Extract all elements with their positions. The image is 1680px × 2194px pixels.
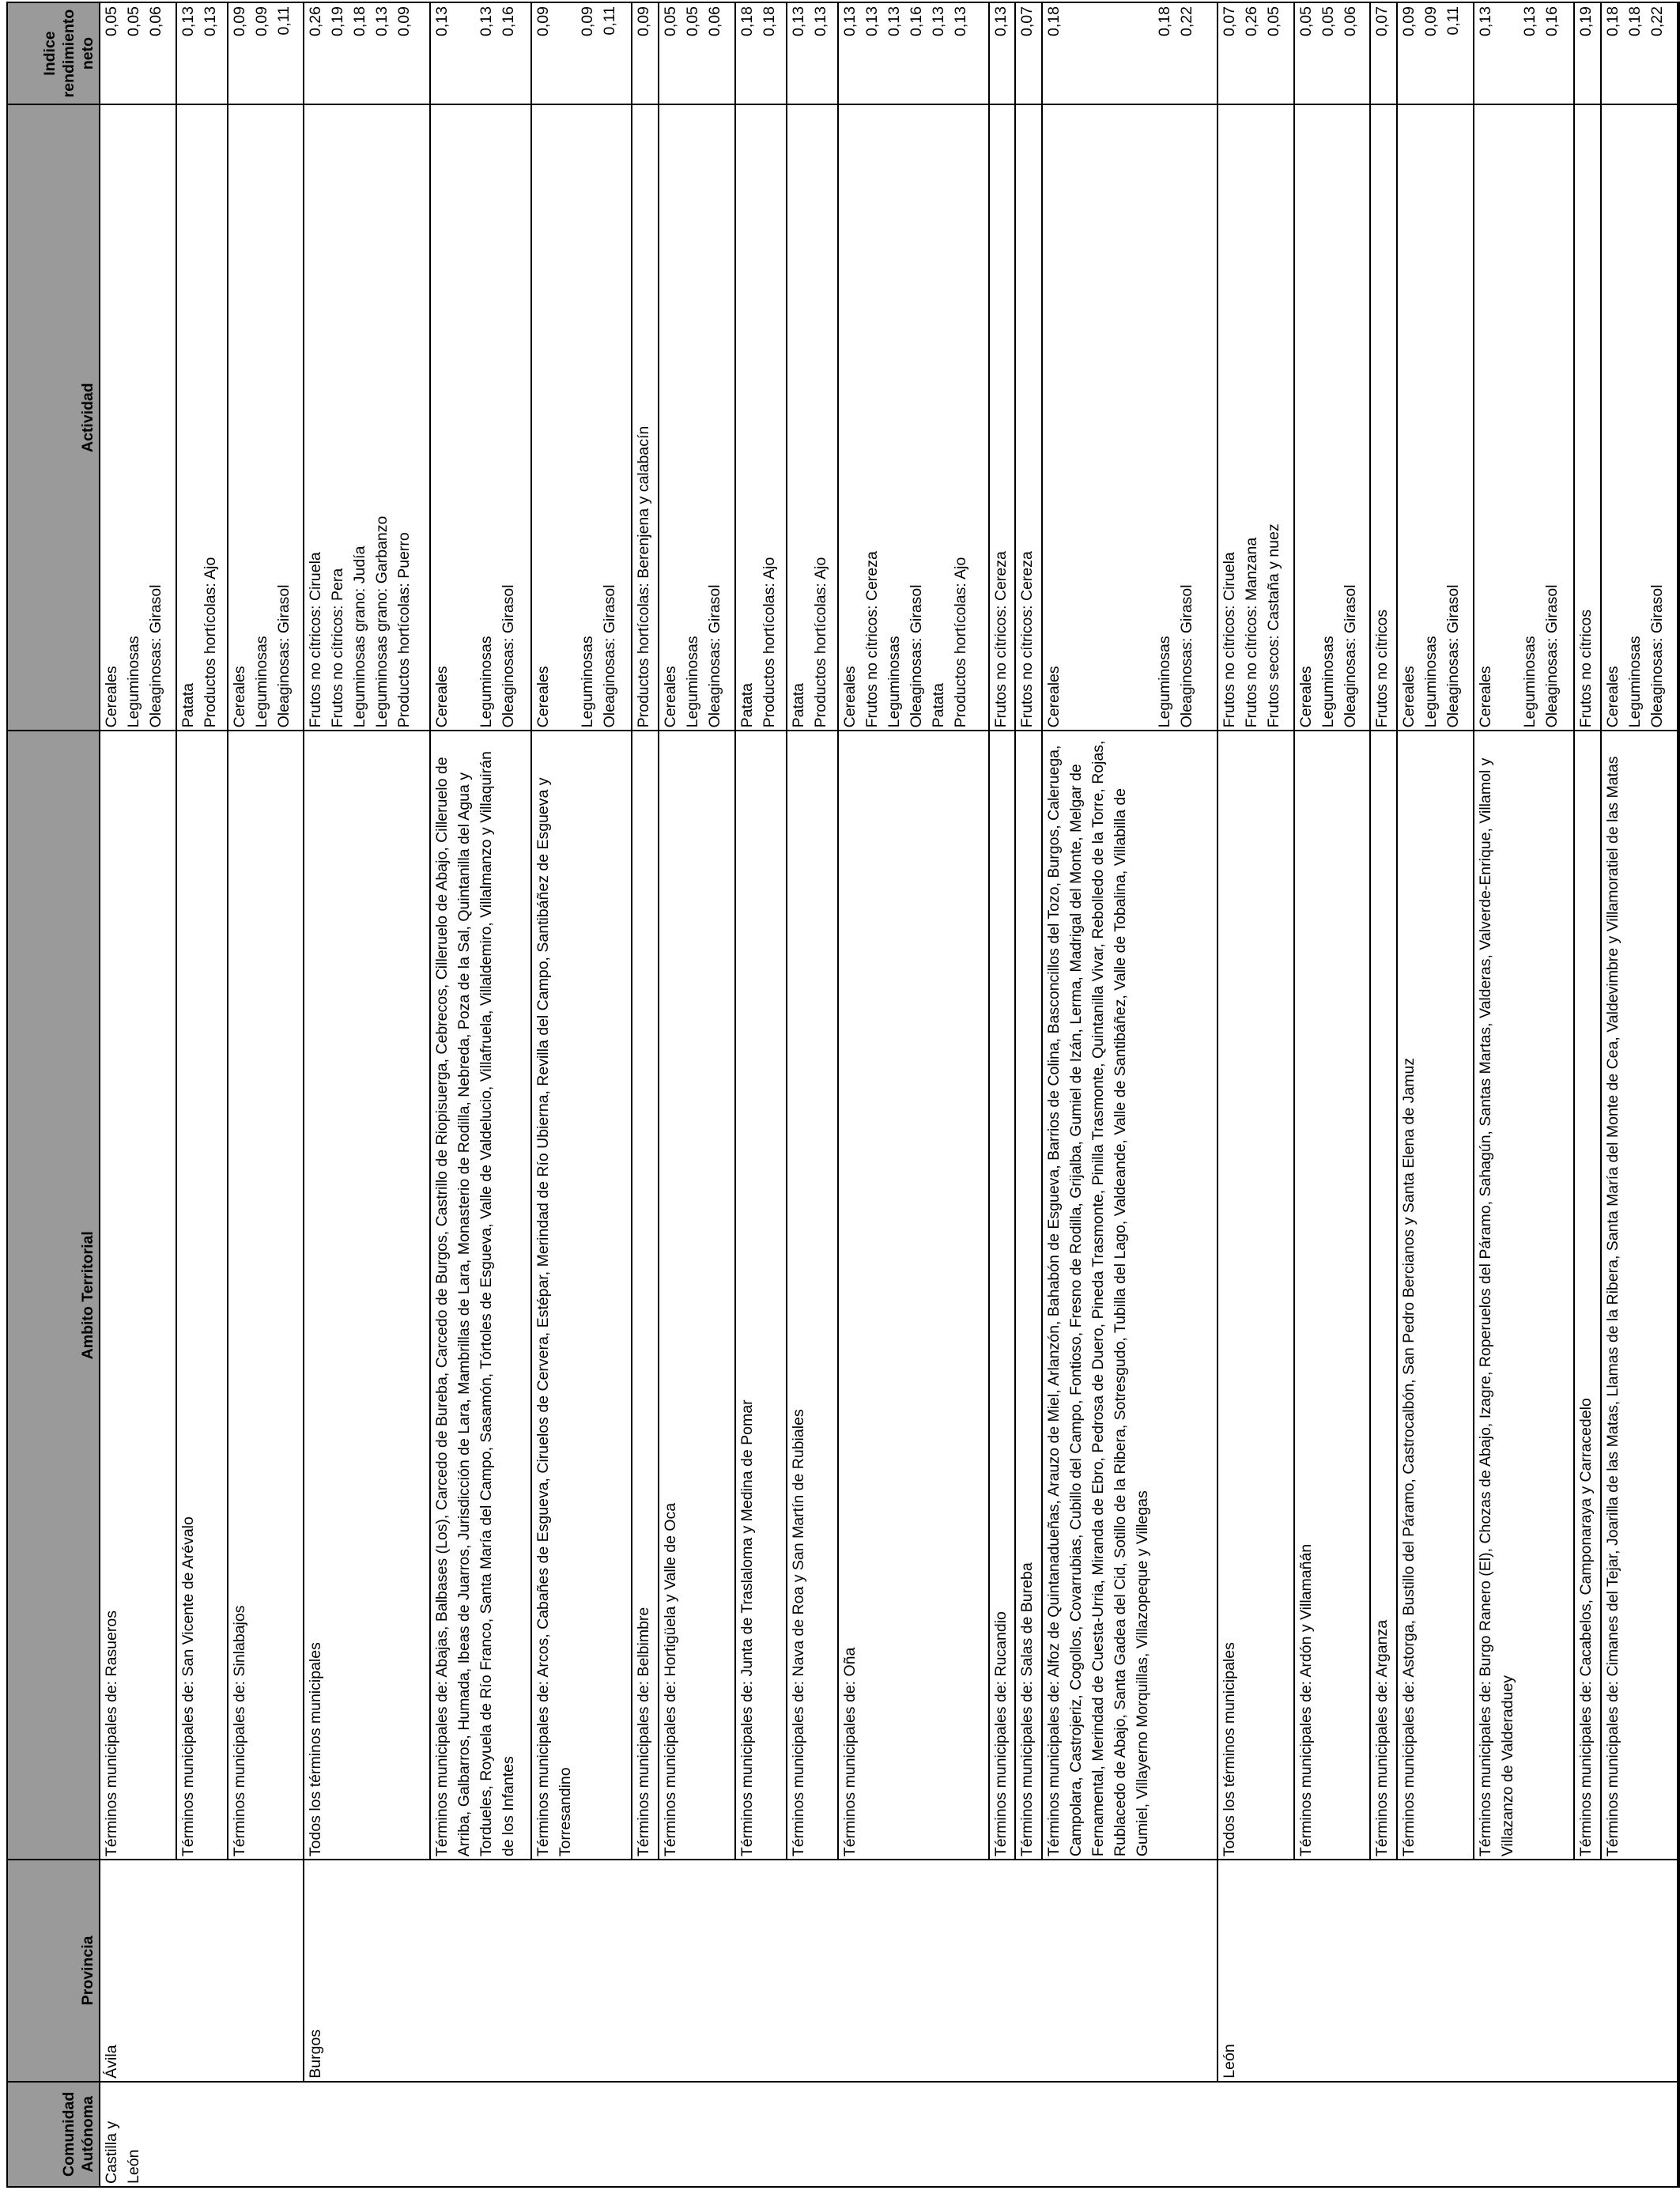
provincia-label: Ávila [103, 2045, 120, 2079]
indice-value: 0,09 [635, 6, 653, 36]
cell-indice [1397, 2, 1474, 104]
reference-table [6, 2, 1680, 2188]
indice-value: 0,11 [1444, 6, 1462, 36]
indice-value: 0,22 [1648, 6, 1667, 36]
cell-provincia [989, 1860, 1016, 2082]
table-row [735, 2, 787, 2187]
actividad-item: Leguminosas [684, 636, 702, 728]
table-row [228, 2, 304, 2187]
actividad-item: Cereales [1399, 666, 1418, 728]
indice-value: 0,26 [307, 6, 325, 36]
cell-comunidad [531, 2082, 632, 2187]
actividad-item: Patata [929, 683, 947, 728]
actividad-item: Frutos no cítricos [1373, 609, 1391, 728]
actividad-item: Frutos secos: Castaña y nuez [1265, 523, 1283, 728]
actividad-item: Oleaginosas: Girasol [907, 584, 925, 728]
cell-indice [989, 2, 1016, 104]
indice-value: 0,06 [706, 6, 724, 36]
actividad-item [453, 108, 475, 727]
table-row [659, 2, 735, 2187]
actividad-item: Leguminosas grano: Garbanzo [373, 515, 391, 728]
cell-ambito: Términos municipales de: Rucandio [989, 731, 1016, 1860]
cell-ambito: Términos municipales de: Burgo Ranero (El), Chozas de Abajo, Izagre, Roperuelos del Páramo, Sahagún, Santas Martas, Valderas, Valverde-Enrique, Villamol y Villazanzo de Valderaduey [1474, 731, 1575, 1860]
provincia-label: Burgos [307, 2029, 325, 2079]
actividad-item: Frutos no cítricos: Cereza [1018, 551, 1036, 728]
cell-provincia [1294, 1860, 1371, 2082]
cell-actividad [1601, 104, 1678, 731]
actividad-item: Cereales [1297, 666, 1315, 728]
actividad-item: Frutos no cítricos: Cereza [991, 551, 1010, 728]
cell-comunidad [838, 2082, 989, 2187]
actividad-item [554, 108, 576, 727]
header-actividad: Actividad [7, 104, 100, 731]
cell-comunidad [430, 2082, 531, 2187]
actividad-item: Oleaginosas: Girasol [1648, 584, 1667, 728]
actividad-item: Oleaginosas: Girasol [1444, 584, 1462, 728]
filler-cell [1678, 2082, 1679, 2187]
indice-value: 0,18 [1626, 6, 1644, 36]
table-row [304, 2, 429, 2187]
actividad-item: Oleaginosas: Girasol [499, 584, 517, 728]
header-provincia: Provincia [7, 1860, 100, 2082]
cell-ambito: Términos municipales de: Cimanes del Tejar, Joarilla de las Matas, Llamas de la Ribera, Santa María del Monte de Cea, Valdevimbre y Villamoratiel de las Matas [1601, 731, 1678, 1860]
cell-actividad [787, 104, 838, 731]
indice-value [453, 6, 475, 101]
actividad-item [1497, 108, 1519, 727]
cell-indice [228, 2, 304, 104]
cell-actividad [531, 104, 632, 731]
indice-value: 0,13 [432, 6, 451, 36]
cell-ambito: Términos municipales de: Astorga, Bustillo del Páramo, Castrocalbón, San Pedro Bercianos y Santa Elena de Jamuz [1397, 731, 1474, 1860]
indice-value: 0,26 [1243, 6, 1261, 36]
indice-value [1087, 6, 1109, 101]
cell-comunidad [1370, 2082, 1397, 2187]
actividad-item: Leguminosas grano: Judía [351, 546, 369, 728]
actividad-item: Oleaginosas: Girasol [1178, 584, 1195, 728]
actividad-item: Cereales [1476, 666, 1494, 728]
header-indice: Indice rendimiento neto [7, 2, 100, 104]
cell-comunidad [228, 2082, 304, 2187]
indice-value: 0,06 [147, 6, 164, 36]
actividad-item: Leguminosas [885, 636, 903, 728]
actividad-item: Cereales [662, 666, 680, 728]
table-row [1218, 2, 1294, 2187]
actividad-item: Productos hortícolas: Ajo [201, 557, 219, 728]
filler-cell [1678, 2, 1679, 104]
indice-value: 0,05 [684, 6, 702, 36]
actividad-item: Leguminosas [1319, 636, 1337, 728]
indice-value: 0,09 [230, 6, 248, 36]
table-row [1397, 2, 1474, 2187]
filler-cell [1678, 731, 1679, 1860]
cell-actividad [1015, 104, 1042, 731]
actividad-item: Oleaginosas: Girasol [274, 584, 293, 728]
cell-provincia [1370, 1860, 1397, 2082]
indice-value: 0,22 [1178, 6, 1195, 36]
indice-value: 0,07 [1018, 6, 1036, 36]
cell-indice [1370, 2, 1397, 104]
table-row [1294, 2, 1371, 2187]
cell-indice [632, 2, 659, 104]
cell-actividad [1474, 104, 1575, 731]
indice-value: 0,05 [662, 6, 680, 36]
cell-provincia [430, 1860, 531, 2082]
actividad-item: Cereales [1604, 666, 1622, 728]
indice-value: 0,13 [201, 6, 219, 36]
cell-actividad [176, 104, 228, 731]
cell-indice [1015, 2, 1042, 104]
cell-actividad [1294, 104, 1371, 731]
cell-provincia [1601, 1860, 1678, 2082]
cell-provincia [304, 1860, 429, 2082]
actividad-item [1087, 108, 1109, 727]
actividad-item: Cereales [840, 666, 859, 728]
filler-row [1678, 2, 1679, 2187]
actividad-item: Productos hortícolas: Puerro [395, 532, 413, 728]
cell-ambito: Términos municipales de: San Vicente de Arévalo [176, 731, 228, 1860]
cell-indice [838, 2, 989, 104]
cell-provincia [1015, 1860, 1042, 2082]
cell-provincia [838, 1860, 989, 2082]
indice-value: 0,13 [1476, 6, 1494, 36]
indice-value: 0,13 [811, 6, 829, 36]
cell-comunidad [304, 2082, 429, 2187]
cell-ambito: Términos municipales de: Cacabelos, Camponaraya y Carracedelo [1574, 731, 1601, 1860]
header-comunidad: Comunidad Autónoma [7, 2082, 100, 2187]
table-row [100, 2, 176, 2187]
cell-comunidad [735, 2082, 787, 2187]
cell-indice [176, 2, 228, 104]
actividad-item: Oleaginosas: Girasol [706, 584, 724, 728]
indice-value: 0,09 [534, 6, 552, 36]
cell-indice [1474, 2, 1575, 104]
indice-value: 0,19 [1577, 6, 1595, 36]
indice-value: 0,11 [274, 6, 293, 36]
cell-ambito: Todos los términos municipales [1218, 731, 1294, 1860]
indice-value: 0,09 [578, 6, 596, 36]
table-row [989, 2, 1016, 2187]
cell-indice [1294, 2, 1371, 104]
cell-provincia [100, 1860, 176, 2082]
actividad-item: Productos hortícolas: Ajo [951, 557, 969, 728]
indice-value: 0,06 [1341, 6, 1359, 36]
cell-actividad [735, 104, 787, 731]
cell-comunidad [632, 2082, 659, 2187]
cell-provincia [659, 1860, 735, 2082]
indice-value [1497, 6, 1519, 101]
filler-cell [1678, 1860, 1679, 2082]
cell-actividad [632, 104, 659, 731]
actividad-item: Frutos no cítricos [1577, 609, 1595, 728]
table-row [1370, 2, 1397, 2187]
indice-value: 0,13 [1520, 6, 1538, 36]
cell-ambito: Términos municipales de: Nava de Roa y San Martín de Rubiales [787, 731, 838, 1860]
indice-value: 0,05 [1265, 6, 1283, 36]
indice-value: 0,09 [252, 6, 270, 36]
indice-value: 0,18 [351, 6, 369, 36]
cell-ambito: Términos municipales de: Rasueros [100, 731, 176, 1860]
cell-comunidad [1574, 2082, 1601, 2187]
cell-comunidad [787, 2082, 838, 2187]
actividad-item [1065, 108, 1087, 727]
indice-value [554, 6, 576, 101]
header-ambito: Ambito Territorial [7, 731, 100, 1860]
cell-indice [1218, 2, 1294, 104]
cell-ambito: Términos municipales de: Sinlabajos [228, 731, 304, 1860]
actividad-item [1109, 108, 1131, 727]
actividad-item: Cereales [1045, 666, 1063, 728]
actividad-item: Leguminosas [125, 636, 142, 728]
cell-provincia [176, 1860, 228, 2082]
cell-actividad [228, 104, 304, 731]
cell-provincia [1397, 1860, 1474, 2082]
actividad-item: Cereales [103, 666, 120, 728]
indice-value: 0,13 [373, 6, 391, 36]
table-row [1601, 2, 1678, 2187]
indice-value: 0,13 [885, 6, 903, 36]
cell-provincia [1218, 1860, 1294, 2082]
cell-comunidad [176, 2082, 228, 2187]
table-row [1574, 2, 1601, 2187]
actividad-item: Leguminosas [1626, 636, 1644, 728]
indice-value: 0,07 [1373, 6, 1391, 36]
cell-ambito: Términos municipales de: Alfoz de Quintanadueñas, Arauzo de Miel, Arlanzón, Bahabón de Esgueva, Barrios de Colina, Basconcillos del Tozo, Burgos, Caleruega, Campolara, Castrojeriz, Cogollos, Covarrubias, Cubillo del Campo, Fontioso, Fresno de Rodilla, Grijalba, Gumiel de Izán, Lerma, Madrigal del Monte, Melgar de Fernamental, Merindad de Cuesta-Urria, Miranda de Ebro, Pedrosa de Duero, Pineda Trasmonte, Pinilla Trasmonte, Quintanilla Vivar, Rebolledo de la Torre, Rojas, Rublacedo de Abajo, Santa Gadea del Cid, Sotillo de la Ribera, Sotresgudo, Tubilla del Lago, Valdeande, Valle de Santibáñez, Valle de Tobalina, Villabilla de Gumiel, Villayerno Morquillas, Villazopeque y Villegas [1042, 731, 1218, 1860]
cell-actividad [430, 104, 531, 731]
actividad-item: Oleaginosas: Girasol [600, 584, 618, 728]
table-row [632, 2, 659, 2187]
actividad-item: Frutos no cítricos: Ciruela [1221, 552, 1239, 728]
indice-value: 0,19 [329, 6, 347, 36]
cell-actividad [1218, 104, 1294, 731]
cell-ambito: Todos los términos municipales [304, 731, 429, 1860]
indice-value: 0,07 [1221, 6, 1239, 36]
actividad-item: Frutos no cítricos: Cereza [863, 551, 881, 728]
indice-value: 0,16 [907, 6, 925, 36]
cell-actividad [659, 104, 735, 731]
indice-value: 0,13 [991, 6, 1010, 36]
cell-ambito: Términos municipales de: Ardón y Villamañán [1294, 731, 1371, 1860]
cell-indice [531, 2, 632, 104]
cell-actividad [1397, 104, 1474, 731]
cell-provincia [1574, 1860, 1601, 2082]
cell-indice [100, 2, 176, 104]
cell-indice [1042, 2, 1218, 104]
actividad-item: Patata [738, 683, 756, 728]
cell-ambito: Términos municipales de: Belbimbre [632, 731, 659, 1860]
actividad-item: Frutos no cítricos: Manzana [1243, 537, 1261, 728]
indice-value: 0,13 [863, 6, 881, 36]
cell-indice [1601, 2, 1678, 104]
cell-provincia [531, 1860, 632, 2082]
cell-ambito: Términos municipales de: Arcos, Cabañes de Esgueva, Ciruelos de Cervera, Estépar, Merindad de Río Ubierna, Revilla del Campo, Santibáñez de Esgueva y Torresandino [531, 731, 632, 1860]
indice-value: 0,11 [600, 6, 618, 36]
indice-value: 0,05 [125, 6, 142, 36]
cell-actividad [304, 104, 429, 731]
cell-indice [787, 2, 838, 104]
cell-comunidad [659, 2082, 735, 2187]
cell-indice [659, 2, 735, 104]
indice-value: 0,13 [840, 6, 859, 36]
filler-cell [1678, 104, 1679, 731]
cell-comunidad [1294, 2082, 1371, 2187]
indice-value: 0,13 [179, 6, 197, 36]
actividad-item: Leguminosas [1156, 636, 1173, 728]
actividad-item: Leguminosas [1421, 636, 1440, 728]
indice-value: 0,13 [929, 6, 947, 36]
indice-value [1131, 6, 1153, 101]
indice-value: 0,18 [1604, 6, 1622, 36]
cell-provincia [1042, 1860, 1218, 2082]
comunidad-label: Castilla y León [103, 2120, 142, 2184]
cell-indice [304, 2, 429, 104]
actividad-item: Leguminosas [578, 636, 596, 728]
actividad-item: Cereales [432, 666, 451, 728]
table-row [176, 2, 228, 2187]
indice-value: 0,05 [1319, 6, 1337, 36]
cell-indice [735, 2, 787, 104]
cell-provincia [787, 1860, 838, 2082]
actividad-item: Leguminosas [477, 636, 495, 728]
indice-value: 0,09 [1421, 6, 1440, 36]
cell-ambito: Términos municipales de: Arganza [1370, 731, 1397, 1860]
actividad-item: Leguminosas [252, 636, 270, 728]
cell-ambito: Términos municipales de: Abajas, Balbases (Los), Carcedo de Bureba, Carcedo de Burgos, Castrillo de Riopisuerga, Cebrecos, Cilleruelo de Abajo, Cilleruelo de Arriba, Galbarros, Humada, Ibeas de Juarros, Jurisdicción de Lara, Mambrillas de Lara, Monasterio de Rodilla, Nebreda, Poza de la Sal, Quintanilla del Agua y Tordueles, Royuela de Río Franco, Santa María del Campo, Sasamón, Tórtoles de Esgueva, Valle de Valdelucio, Villafruela, Villaldemiro, Villalmanzo y Villaquirán de los Infantes [430, 731, 531, 1860]
cell-comunidad [1474, 2082, 1575, 2187]
actividad-item: Cereales [534, 666, 552, 728]
actividad-item: Oleaginosas: Girasol [147, 584, 164, 728]
cell-comunidad [1042, 2082, 1218, 2187]
table-row [1042, 2, 1218, 2187]
table-row [1015, 2, 1042, 2187]
table-row [531, 2, 632, 2187]
indice-value [1065, 6, 1087, 101]
actividad-item: Productos hortícolas: Berenjena y calabacín [635, 425, 653, 728]
table-row [1474, 2, 1575, 2187]
actividad-item: Patata [789, 683, 807, 728]
actividad-item: Frutos no cítricos: Pera [329, 568, 347, 728]
cell-ambito: Términos municipales de: Hortigüela y Valle de Oca [659, 731, 735, 1860]
table-row [430, 2, 531, 2187]
cell-comunidad [1397, 2082, 1474, 2187]
indice-value: 0,18 [738, 6, 756, 36]
indice-value: 0,16 [499, 6, 517, 36]
indice-value [1109, 6, 1131, 101]
indice-value: 0,09 [1399, 6, 1418, 36]
indice-value: 0,13 [789, 6, 807, 36]
indice-value: 0,13 [477, 6, 495, 36]
cell-ambito: Términos municipales de: Salas de Bureba [1015, 731, 1042, 1860]
indice-value: 0,18 [1156, 6, 1173, 36]
cell-comunidad [100, 2082, 176, 2187]
cell-actividad [838, 104, 989, 731]
actividad-item: Oleaginosas: Girasol [1542, 584, 1561, 728]
cell-provincia [735, 1860, 787, 2082]
cell-ambito: Términos municipales de: Oña [838, 731, 989, 1860]
cell-comunidad [1601, 2082, 1678, 2187]
cell-provincia [1474, 1860, 1575, 2082]
indice-value: 0,05 [103, 6, 120, 36]
indice-value: 0,05 [1297, 6, 1315, 36]
cell-actividad [1042, 104, 1218, 731]
cell-ambito: Términos municipales de: Junta de Traslaloma y Medina de Pomar [735, 731, 787, 1860]
actividad-item: Productos hortícolas: Ajo [760, 557, 778, 728]
indice-value: 0,18 [1045, 6, 1063, 36]
actividad-item: Oleaginosas: Girasol [1341, 584, 1359, 728]
cell-comunidad [1015, 2082, 1042, 2187]
indice-value: 0,13 [951, 6, 969, 36]
cell-provincia [228, 1860, 304, 2082]
cell-actividad [100, 104, 176, 731]
cell-actividad [1370, 104, 1397, 731]
cell-actividad [1574, 104, 1601, 731]
actividad-item: Patata [179, 683, 197, 728]
provincia-label: León [1221, 2044, 1239, 2079]
actividad-item: Cereales [230, 666, 248, 728]
indice-value: 0,18 [760, 6, 778, 36]
cell-actividad [989, 104, 1016, 731]
indice-value: 0,16 [1542, 6, 1561, 36]
actividad-item: Productos hortícolas: Ajo [811, 557, 829, 728]
cell-comunidad [1218, 2082, 1294, 2187]
actividad-item: Frutos no cítricos: Ciruela [307, 552, 325, 728]
cell-comunidad [989, 2082, 1016, 2187]
cell-provincia [632, 1860, 659, 2082]
indice-value: 0,09 [395, 6, 413, 36]
table-row [838, 2, 989, 2187]
cell-indice [1574, 2, 1601, 104]
actividad-item [1131, 108, 1153, 727]
cell-indice [430, 2, 531, 104]
table-row [787, 2, 838, 2187]
actividad-item: Leguminosas [1520, 636, 1538, 728]
